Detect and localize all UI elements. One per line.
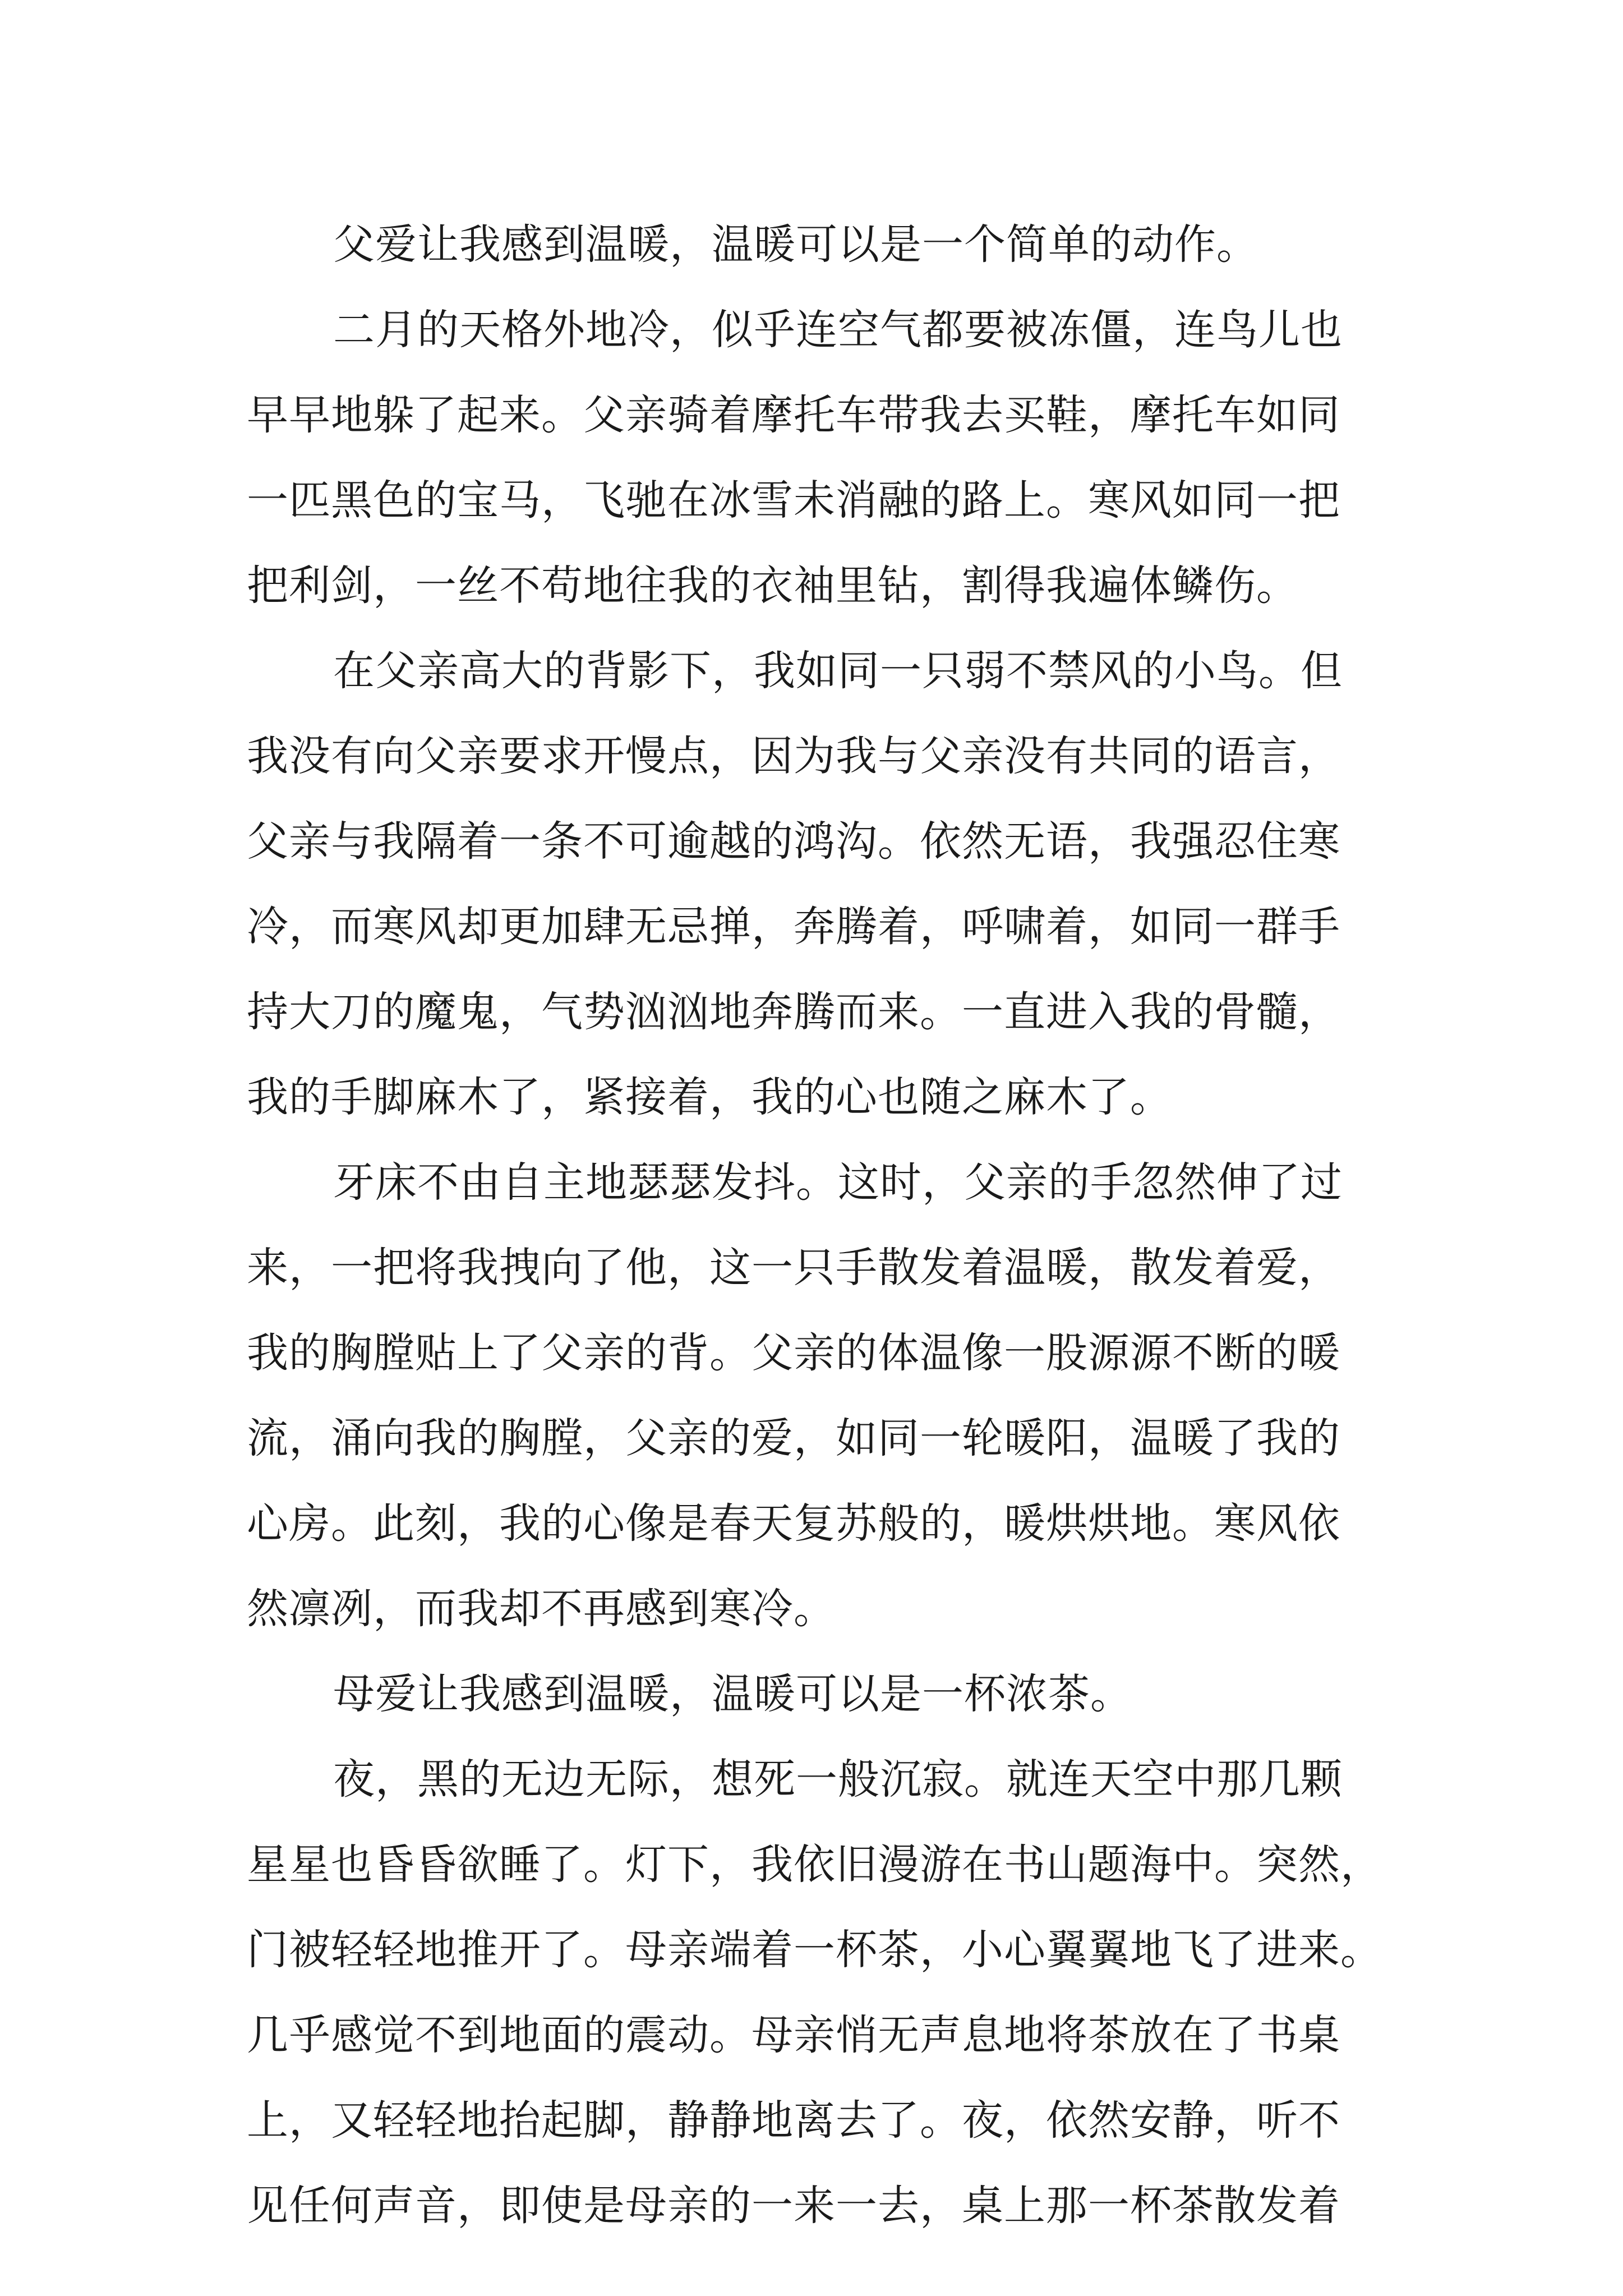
text-line: 流，涌向我的胸膛，父亲的爱，如同一轮暖阳，温暖了我的: [247, 1414, 1340, 1462]
body-text: [247, 202, 1391, 2248]
text-line: 几乎感觉不到地面的震动。母亲悄无声息地将茶放在了书桌: [247, 2011, 1340, 2059]
text-line: 早早地躲了起来。父亲骑着摩托车带我去买鞋，摩托车如同: [247, 391, 1340, 439]
text-line: 母爱让我感到温暖，温暖可以是一杯浓茶。: [333, 1670, 1132, 1718]
text-line: 见任何声音，即使是母亲的一来一去，桌上那一杯茶散发着: [247, 2182, 1340, 2230]
text-line: 把利剑，一丝不苟地往我的衣袖里钻，割得我遍体鳞伤。: [247, 562, 1298, 610]
text-line: 父亲与我隔着一条不可逾越的鸿沟。依然无语，我强忍住寒: [247, 817, 1340, 866]
text-line: 上，又轻轻地抬起脚，静静地离去了。夜，依然安静，听不: [247, 2096, 1340, 2145]
text-line: 在父亲高大的背影下，我如同一只弱不禁风的小鸟。但: [333, 647, 1343, 695]
text-line: 二月的天格外地冷，似乎连空气都要被冻僵，连鸟儿也: [333, 306, 1343, 354]
text-line: 来，一把将我拽向了他，这一只手散发着温暖，散发着爱，: [247, 1244, 1340, 1292]
text-line: 星星也昏昏欲睡了。灯下，我依旧漫游在书山题海中。突然，: [247, 1841, 1382, 1889]
text-line: 一匹黑色的宝马，飞驰在冰雪未消融的路上。寒风如同一把: [247, 476, 1340, 524]
text-line: 冷，而寒风却更加肆无忌掸，奔腾着，呼啸着，如同一群手: [247, 903, 1340, 951]
text-line: 我的手脚麻木了，紧接着，我的心也随之麻木了。: [247, 1073, 1172, 1121]
text-line: 夜，黑的无边无际，想死一般沉寂。就连天空中那几颗: [333, 1755, 1343, 1803]
text-line: 然凛冽，而我却不再感到寒冷。: [247, 1585, 836, 1633]
text-line: 牙床不由自主地瑟瑟发抖。这时，父亲的手忽然伸了过: [333, 1158, 1343, 1207]
text-line: 我没有向父亲要求开慢点，因为我与父亲没有共同的语言，: [247, 732, 1340, 780]
text-line: 心房。此刻，我的心像是春天复苏般的，暖烘烘地。寒风依: [247, 1499, 1340, 1548]
text-line: 父爱让我感到温暖，温暖可以是一个简单的动作。: [333, 220, 1258, 269]
text-line: 门被轻轻地推开了。母亲端着一杯茶，小心翼翼地飞了进来。: [247, 1926, 1382, 1974]
text-line: 持大刀的魔鬼，气势汹汹地奔腾而来。一直进入我的骨髓，: [247, 988, 1340, 1036]
text-line: 我的胸膛贴上了父亲的背。父亲的体温像一股源源不断的暖: [247, 1329, 1340, 1377]
